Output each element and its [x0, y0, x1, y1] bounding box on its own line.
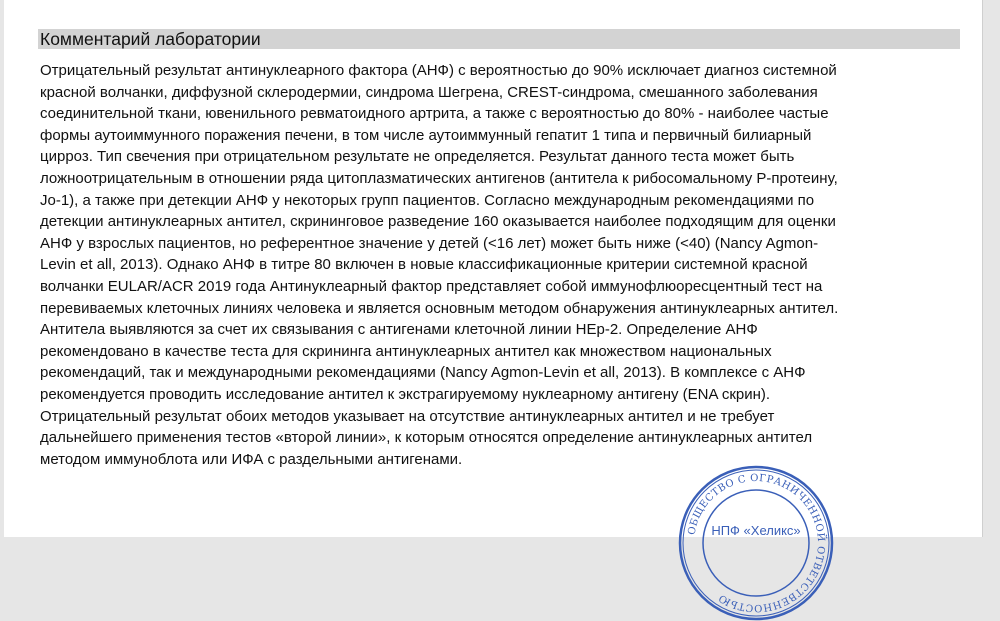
text-line: детекции антинуклеарных антител, скрининговое разведение 160 оказывается наиболее подходящим для оценки: [40, 213, 836, 231]
text-line: цирроз. Тип свечения при отрицательном результате не определяется. Результат данного теста может быть: [40, 148, 795, 166]
text-line: Антитела выявляются за счет их связывания с антигенами клеточной линии НЕр-2. Определение АНФ: [40, 321, 758, 339]
text-line: рекомендаций, так и международными рекомендациями (Nancy Agmon-Levin et all, 2013). В комплексе с АНФ: [40, 364, 806, 382]
text-line: рекомендовано в качестве теста для скрининга антинуклеарных антител как множеством национальных: [40, 342, 772, 360]
text-line: ложноотрицательным в отношении ряда цитоплазматических антигенов (антитела к рибосомальному Р-протеину,: [40, 169, 838, 187]
text-line: формы аутоиммунного поражения печени, в том числе аутоиммунный гепатит 1 типа и первичный билиарный: [40, 126, 812, 144]
svg-text:ОБЩЕСТВО С ОГРАНИЧЕННОЙ ОТВЕТС: ОБЩЕСТВО С ОГРАНИЧЕННОЙ ОТВЕТСТВЕННОСТЬЮ: [686, 472, 827, 614]
svg-text:НПФ «Хеликс»: НПФ «Хеликс»: [711, 523, 801, 538]
text-line: методом иммуноблота или ИФА с раздельными антигенами.: [40, 450, 463, 468]
text-line: перевиваемых клеточных линиях человека и является основным методом обнаружения антинуклеарных антител.: [40, 299, 839, 317]
text-line: красной волчанки, диффузной склеродермии, синдрома Шегрена, CREST-синдрома, смешанного заболевания: [40, 83, 818, 101]
text-line: Jo-1), а также при детекции АНФ у некоторых групп пациентов. Согласно международным рекомендациями по: [40, 191, 815, 209]
text-line: рекомендуется проводить исследование антител к экстрагируемому нуклеарному антигену (ENA скрин).: [40, 385, 771, 403]
text-line: Отрицательный результат антинуклеарного фактора (АНФ) с вероятностью до 90% исключает диагноз системной: [40, 62, 837, 79]
text-line: соединительной ткани, ювенильного ревматоидного артрита, а также с вероятностью до 80% - наиболее частые: [40, 105, 829, 123]
section-heading: Комментарий лаборатории: [38, 29, 960, 49]
text-line: волчанки EULAR/ACR 2019 года Антинуклеарный фактор представляет собой иммунофлюоресцентный тест на: [40, 277, 823, 295]
company-stamp: [678, 465, 834, 621]
text-line: Отрицательный результат обоих методов указывает на отсутствие антинуклеарных антител и не требует: [40, 407, 775, 425]
document-page: [4, 0, 983, 614]
text-line: дальнейшего применения тестов «второй линии», к которым относятся определение антинуклеарных антител: [40, 429, 813, 447]
text-line: АНФ у взрослых пациентов, но референтное значение у детей (<16 лет) может быть ниже (<40) (Nancy Agmon-: [40, 234, 819, 252]
text-line: Levin et all, 2013). Однако АНФ в титре 80 включен в новые классификационные критерии системной красной: [40, 256, 808, 274]
lab-comment-text: [40, 60, 970, 470]
